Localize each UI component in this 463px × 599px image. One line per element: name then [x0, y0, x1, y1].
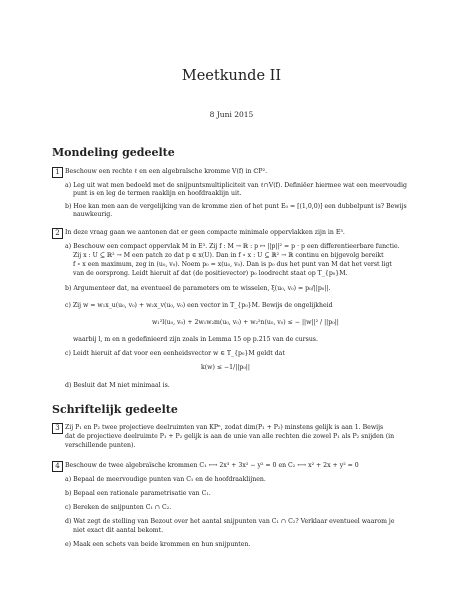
q2-part-a-line2: Zij x : U ⊆ ℝ² → M een patch zo dat p ∈ x(U). Dan in f ∘ x : U ⊆ ℝ² → ℝ continu en bijgevolg bereikt — [73, 252, 384, 259]
q2-inequality-formula: w₁²l(u₀, v₀) + 2w₁w₂m(u₀, v₀) + w₂²n(u₀, v₀) ≤ − ||w||² / ||p₀|| — [152, 319, 339, 326]
q2-intro: In deze vraag gaan we aantonen dat er geen compacte minimale oppervlakken zijn in E³. — [65, 229, 345, 236]
q2-part-c-line2: waarbij l, m en n gedefinieerd zijn zoals in Lemma 15 op p.215 van de cursus. — [73, 336, 318, 343]
page-title: Meetkunde II — [181, 68, 282, 84]
section-heading-oral: Mondeling gedeelte — [52, 146, 175, 159]
q2-part-b: b) Argumenteer dat, na eventueel de parameters om te wisselen, ξ(u₀, v₀) = p₀/||p₀||. — [65, 285, 331, 292]
q3-line1: Zij P₁ en P₂ twee projectieve deelruimten van KPⁿ, zodat dim(P₁ + P₂) minstens gelijk is aan 1. Bewijs — [65, 424, 384, 431]
exam-date: 8 Juni 2015 — [209, 110, 254, 119]
q4-part-a: a) Bepaal de meervoudige punten van C₁ en de hoofdraaklijnen. — [65, 476, 266, 483]
question-number-2: 2 — [52, 228, 63, 239]
q2-part-a-line4: van de oorsprong. Leidt hieruit af dat (de positievector) p₀ loodrecht staat op T_{p₀}M. — [73, 270, 348, 277]
q3-line2: dat de projectieve deelruimte P₁ + P₂ gelijk is aan de unie van alle rechten die zowel P₁ als P₂ snijden (in — [65, 433, 395, 440]
q4-part-b: b) Bepaal een rationale parametrisatie van C₁. — [65, 490, 211, 497]
q3-line3: verschillende punten). — [65, 442, 136, 449]
question-number-3: 3 — [52, 423, 63, 434]
q4-intro: Beschouw de twee algebraïsche krommen C₁ ⟷ 2x³ + 3x² − y² = 0 en C₂ ⟷ x² + 2x + y² = 0 — [65, 462, 359, 469]
q2-part-c2-line1: c) Leidt hieruit af dat voor een eenheidsvector w ∈ T_{p₀}M geldt dat — [65, 350, 285, 357]
question-number-4: 4 — [52, 461, 63, 472]
q2-curvature-formula: k(w) ≤ −1/||p₀|| — [201, 364, 250, 371]
q4-part-c: c) Bereken de snijpunten C₁ ∩ C₂. — [65, 504, 172, 511]
q4-part-e: e) Maak een schets van beide krommen en hun snijpunten. — [65, 541, 251, 548]
section-heading-written: Schriftelijk gedeelte — [52, 403, 178, 416]
q2-part-a-line3: f ∘ x een maximum, zeg in (u₀, v₀). Noem p₀ = x(u₀, v₀). Dan is p₀ dus het punt van M dat het verst ligt — [73, 261, 392, 268]
q1-part-b-line1: b) Hoe kan men aan de vergelijking van de kromme zien of het punt E₀ = [(1,0,0)] een dubbelpunt is? Bewijs — [65, 203, 407, 210]
q4-part-d-line1: d) Wat zegt de stelling van Bezout over het aantal snijpunten van C₁ ∩ C₂? Verklaar eventueel waarom je — [65, 518, 395, 525]
q2-part-c-line1: c) Zij w = w₁x_u(u₀, v₀) + w₂x_v(u₀, v₀) een vector in T_{p₀}M. Bewijs de ongelijkheid — [65, 302, 333, 309]
question-number-1: 1 — [52, 167, 63, 178]
q2-part-a-line1: a) Beschouw een compact oppervlak M in E³. Zij f : M → ℝ : p ↦ ||p||² = p · p een differentieerbare functie. — [65, 243, 400, 250]
q4-part-d-line2: niet exact dit aantal bekomt. — [73, 527, 164, 534]
q2-part-d: d) Besluit dat M niet minimaal is. — [65, 382, 170, 389]
q1-part-b-line2: nauwkeurig. — [73, 211, 113, 218]
q1-part-a-line1: a) Leg uit wat men bedoeld met de snijpuntsmultipliciteit van ℓ∩V(f). Definiëer hiermee wat een meervoudig — [65, 182, 407, 189]
q1-intro: Beschouw een rechte ℓ en een algebraïsche kromme V(f) in ℂP². — [65, 168, 268, 175]
q1-part-a-line2: punt is en leg de termen raaklijn en hoofdraaklijn uit. — [73, 190, 242, 197]
